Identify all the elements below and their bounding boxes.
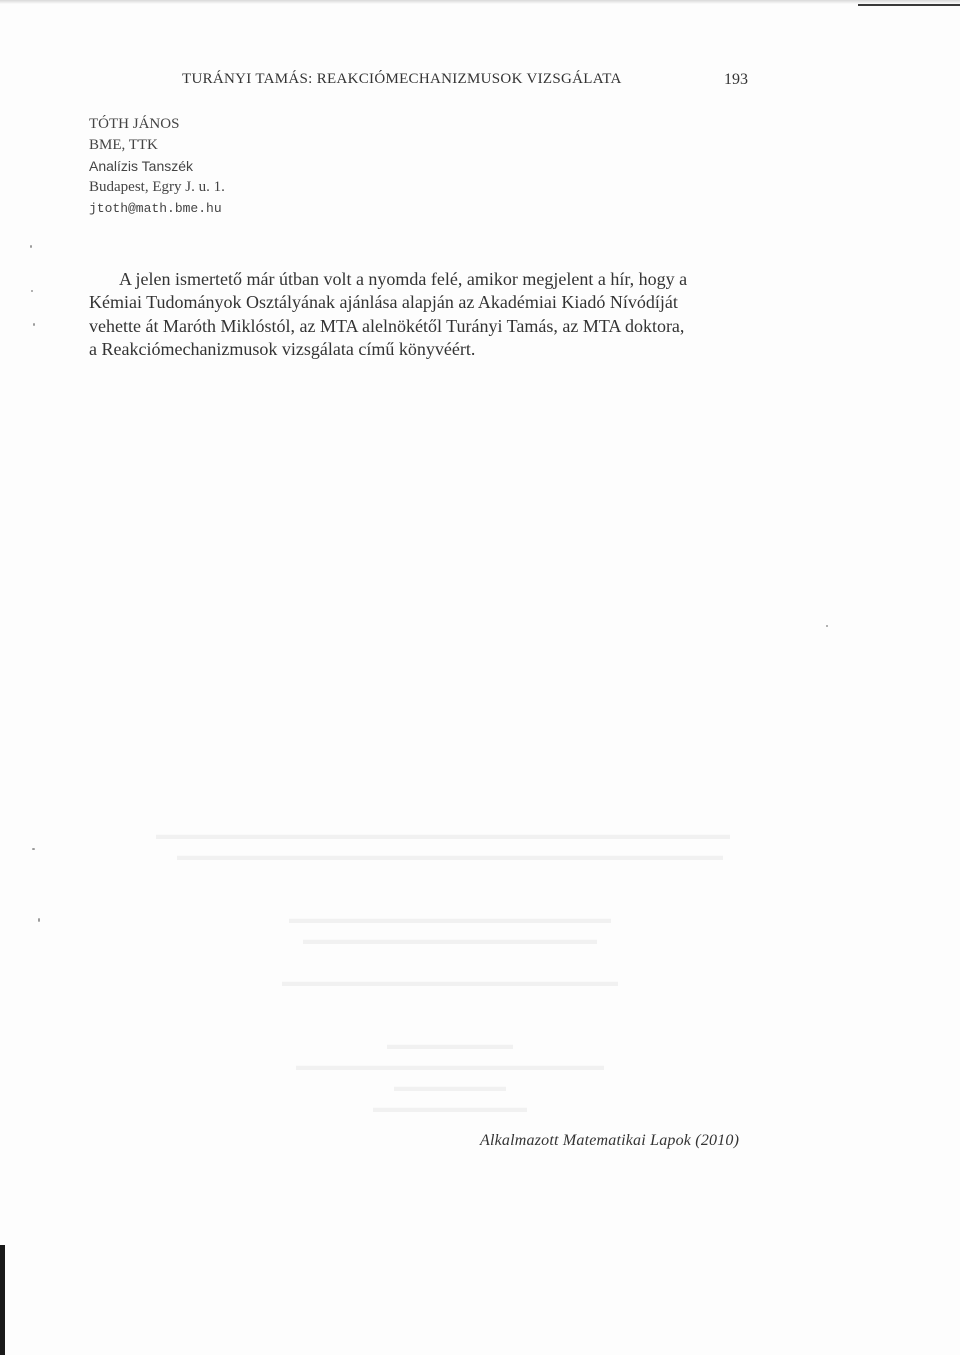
author-email: jtoth@math.bme.hu <box>89 201 222 216</box>
author-department: Analízis Tanszék <box>89 158 194 174</box>
body-line: a Reakciómechanizmusok vizsgálata című könyvéért. <box>89 338 476 359</box>
bleed-through-ghost: ▬▬▬▬▬▬▬▬▬▬▬▬▬▬▬▬▬▬▬▬▬▬▬▬▬▬▬▬▬▬▬▬▬▬▬▬▬▬▬▬▬ ▬▬▬▬▬▬▬▬▬▬▬▬▬▬▬▬▬▬▬▬▬▬▬▬▬▬▬▬▬▬▬▬▬▬▬▬▬▬▬ ▬▬▬▬▬▬▬▬▬▬▬▬▬▬▬▬▬▬▬▬▬▬▬ ▬▬▬▬▬▬▬▬▬▬▬▬▬▬▬▬▬▬▬▬▬ ▬▬▬▬▬▬▬▬▬▬▬▬▬▬▬▬▬▬▬▬▬▬▬▬ ▬▬▬▬▬▬▬▬▬ ▬▬▬▬▬▬▬▬▬▬▬▬▬▬▬▬▬▬▬▬▬▬ ▬▬▬▬▬▬▬▬ ▬▬▬▬▬▬▬▬▬▬▬ <box>156 828 730 1116</box>
scan-speck <box>826 625 828 627</box>
body-paragraph <box>89 268 779 361</box>
running-title: TURÁNYI TAMÁS: REAKCIÓMECHANIZMUSOK VIZSGÁLATA <box>182 71 622 87</box>
scan-speck <box>38 918 40 922</box>
journal-footer: Alkalmazott Matematikai Lapok (2010) <box>480 1132 740 1149</box>
page-number: 193 <box>724 71 748 88</box>
scan-top-edge <box>0 0 960 4</box>
author-street: Budapest, Egry J. u. 1. <box>89 179 225 195</box>
scan-edge-mark <box>858 4 960 6</box>
author-name: TÓTH JÁNOS <box>89 116 180 132</box>
scan-speck <box>32 848 35 850</box>
author-institution: BME, TTK <box>89 137 158 153</box>
author-address <box>89 114 225 219</box>
scan-binding-bar <box>0 1245 5 1355</box>
scan-speck <box>30 245 32 248</box>
scan-speck <box>31 290 33 292</box>
body-line: vehette át Maróth Miklóstól, az MTA alelnökétől Turányi Tamás, az MTA doktora, <box>89 315 685 336</box>
scan-speck <box>33 323 35 326</box>
body-line: Kémiai Tudományok Osztályának ajánlása alapján az Akadémiai Kiadó Nívódíját <box>89 292 678 313</box>
body-line: A jelen ismertető már útban volt a nyomda felé, amikor megjelent a hír, hogy a <box>119 269 688 289</box>
